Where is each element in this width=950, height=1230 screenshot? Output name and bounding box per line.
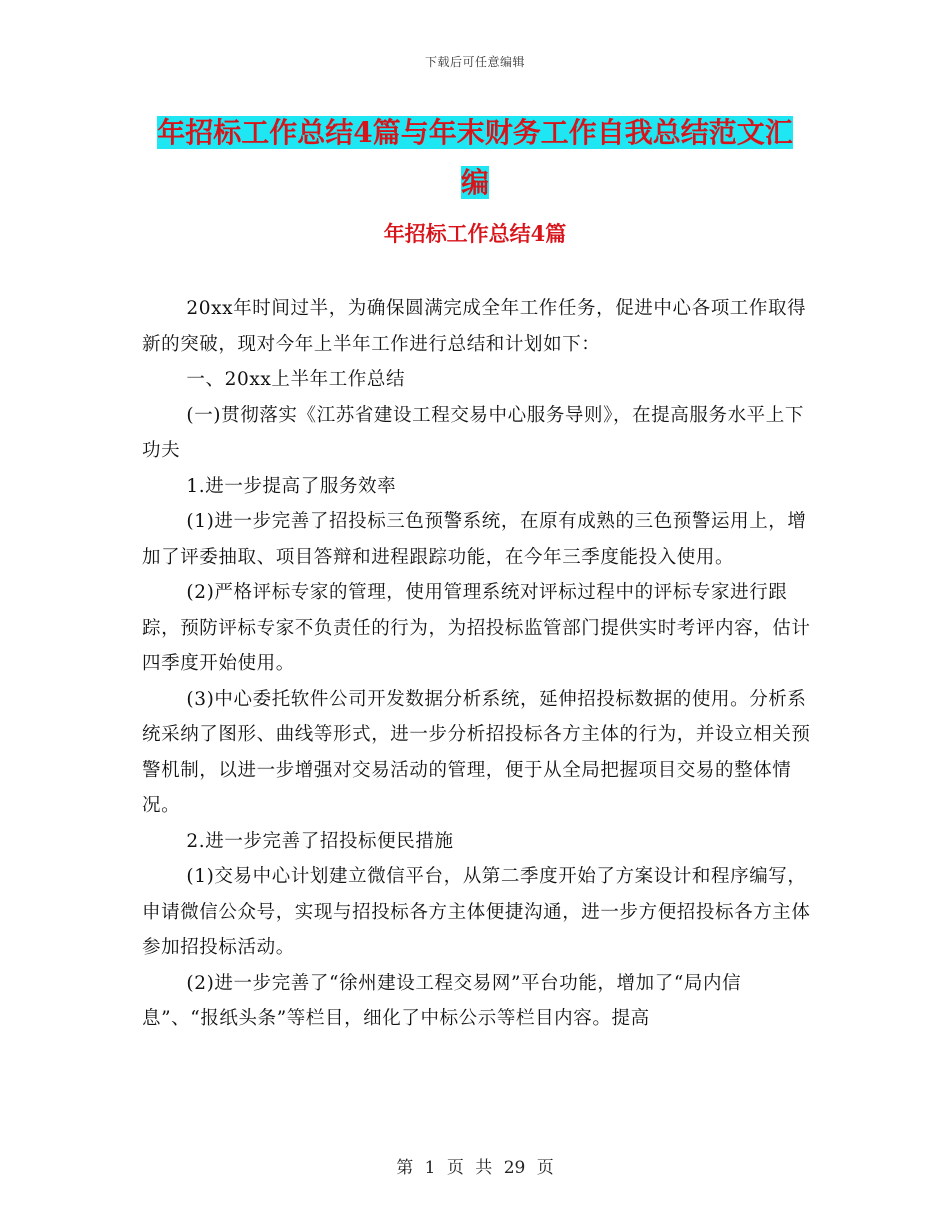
paragraph: 一、20xx上半年工作总结: [186, 369, 406, 390]
paragraph: (1)交易中心计划建立微信平台，从第二季度开始了方案设计和程序编写，申请微信公众号，实现与招投标各方主体便捷沟通，进一步方便招投标各方主体参加招投标活动。: [142, 866, 811, 958]
paragraph: (2)进一步完善了“徐州建设工程交易网”平台功能，增加了“局内信息”、“报纸头条”等栏目，细化了中标公示等栏目内容。提高: [142, 972, 742, 1029]
paragraph: (2)严格评标专家的管理，使用管理系统对评标过程中的评标专家进行跟踪，预防评标专家不负责任的行为，为招投标监管部门提供实时考评内容，估计四季度开始使用。: [142, 582, 811, 674]
section-title: 年招标工作总结4篇: [383, 221, 567, 246]
document-title-line2: 编: [460, 166, 489, 199]
paragraph: (一)贯彻落实《江苏省建设工程交易中心服务导则》，在提高服务水平上下功夫: [142, 404, 804, 461]
document-title-line1: 年招标工作总结4篇与年末财务工作自我总结范文汇: [157, 116, 793, 149]
paragraph: 1.进一步提高了服务效率: [186, 475, 397, 497]
paragraph: (3)中心委托软件公司开发数据分析系统，延伸招投标数据的使用。分析系统采纳了图形、曲线等形式，进一步分析招投标各方主体的行为，并设立相关预警机制，以进一步增强对交易活动的管理，便于从全局把握项目交易的整体情况。: [142, 688, 811, 816]
paragraph: (1)进一步完善了招投标三色预警系统，在原有成熟的三色预警运用上，增加了评委抽取、项目答辩和进程跟踪功能，在今年三季度能投入使用。: [142, 511, 807, 568]
page-footer: 第 1 页 共 29 页: [396, 1158, 554, 1178]
document-body: [142, 291, 818, 1037]
document-title: [140, 108, 810, 208]
paragraph: 20xx年时间过半，为确保圆满完成全年工作任务，促进中心各项工作取得新的突破，现对今年上半年工作进行总结和计划如下：: [142, 298, 807, 355]
paragraph: 2.进一步完善了招投标便民措施: [186, 830, 454, 852]
header-note: 下载后可任意编辑: [424, 55, 525, 69]
